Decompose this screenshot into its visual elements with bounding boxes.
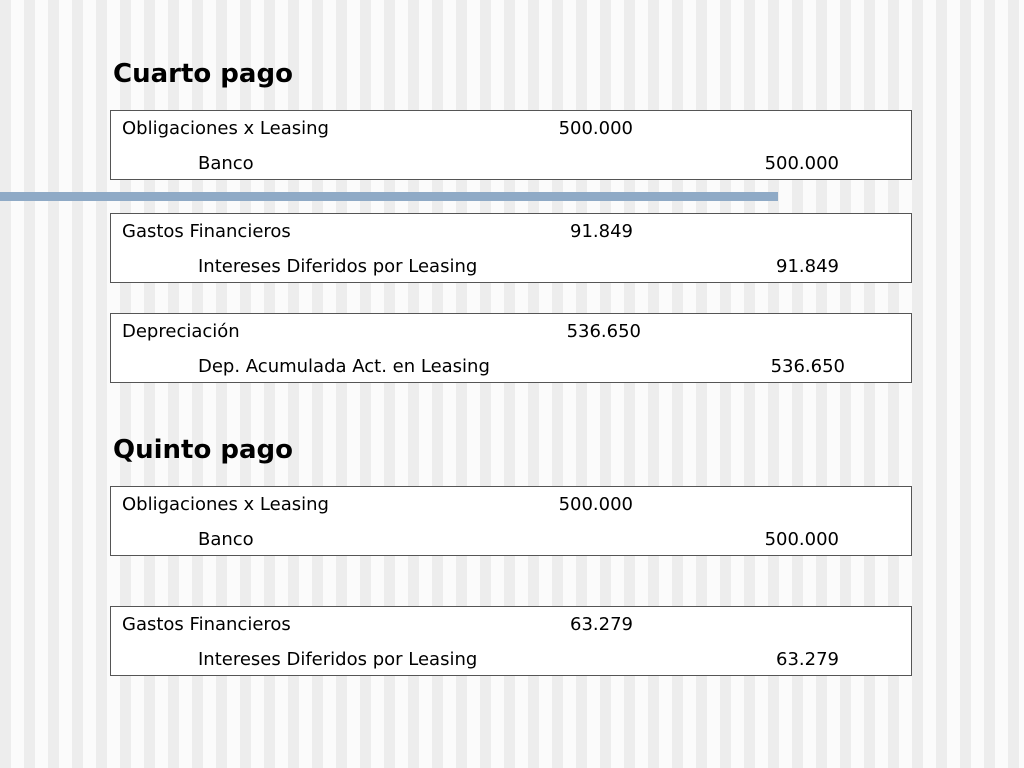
debit-account: Gastos Financieros — [122, 614, 291, 635]
journal-entry — [110, 213, 912, 283]
debit-amount: 91.849 — [570, 221, 633, 242]
credit-line — [111, 649, 911, 671]
credit-account: Dep. Acumulada Act. en Leasing — [198, 356, 490, 377]
debit-account: Obligaciones x Leasing — [122, 118, 329, 139]
credit-account: Banco — [198, 529, 254, 550]
debit-line — [111, 321, 911, 343]
debit-account: Gastos Financieros — [122, 221, 291, 242]
credit-line — [111, 153, 911, 175]
credit-line — [111, 529, 911, 551]
debit-line — [111, 494, 911, 516]
credit-amount: 91.849 — [776, 256, 839, 277]
debit-amount: 500.000 — [558, 118, 633, 139]
credit-amount: 536.650 — [770, 356, 845, 377]
credit-amount: 500.000 — [764, 529, 839, 550]
accent-bar — [0, 192, 778, 201]
debit-account: Depreciación — [122, 321, 240, 342]
credit-amount: 63.279 — [776, 649, 839, 670]
journal-entry — [110, 606, 912, 676]
debit-account: Obligaciones x Leasing — [122, 494, 329, 515]
credit-account: Intereses Diferidos por Leasing — [198, 649, 478, 670]
journal-entry — [110, 110, 912, 180]
credit-line — [111, 356, 911, 378]
credit-account: Banco — [198, 153, 254, 174]
journal-entry — [110, 313, 912, 383]
section-title-quinto-pago: Quinto pago — [113, 435, 294, 465]
debit-amount: 500.000 — [558, 494, 633, 515]
debit-line — [111, 221, 911, 243]
debit-amount: 63.279 — [570, 614, 633, 635]
section-title-cuarto-pago: Cuarto pago — [113, 59, 293, 89]
debit-amount: 536.650 — [566, 321, 641, 342]
journal-entry — [110, 486, 912, 556]
credit-account: Intereses Diferidos por Leasing — [198, 256, 478, 277]
credit-line — [111, 256, 911, 278]
debit-line — [111, 118, 911, 140]
debit-line — [111, 614, 911, 636]
credit-amount: 500.000 — [764, 153, 839, 174]
